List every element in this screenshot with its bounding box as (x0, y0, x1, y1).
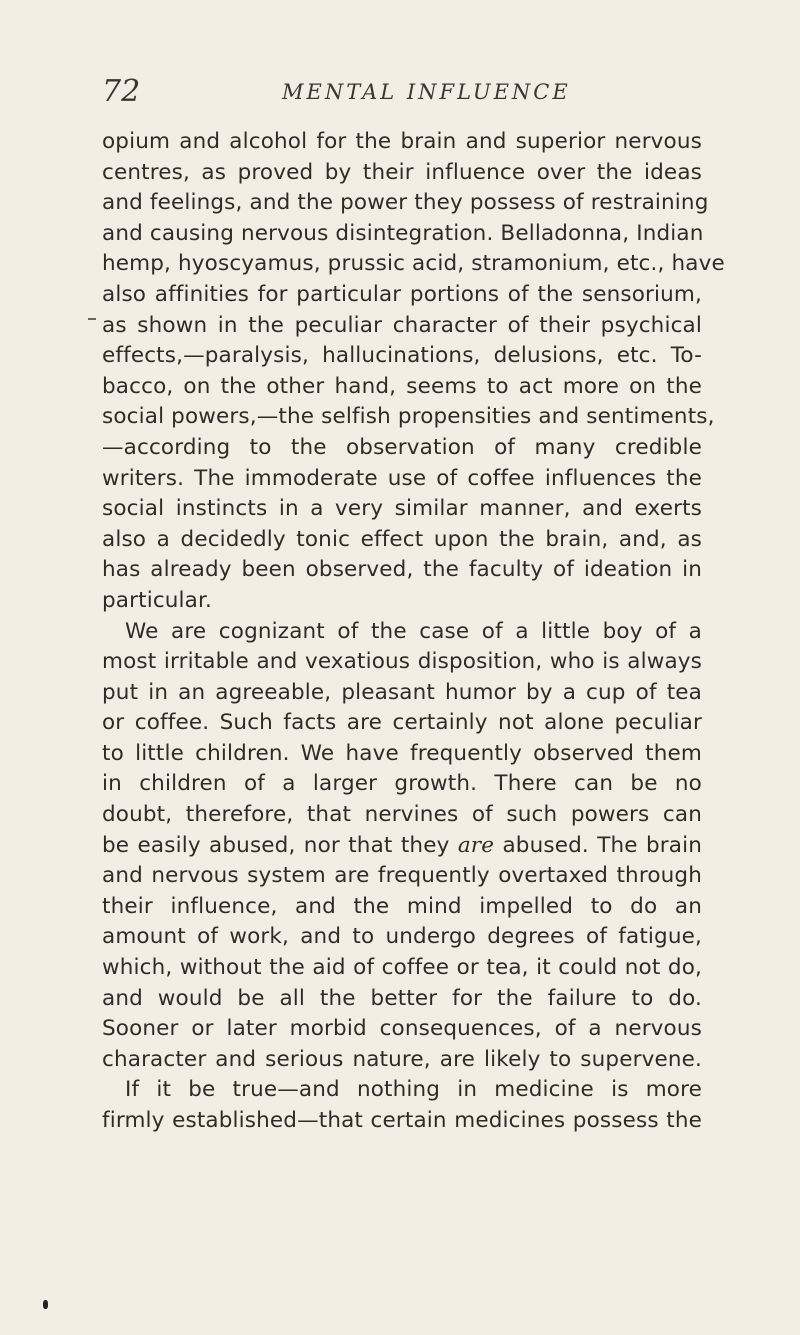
text-line: to little children. We have frequently observed them (102, 740, 702, 766)
page-number: 72 (102, 74, 141, 109)
text-line: also affinities for particular portions of the sensorium, (102, 281, 702, 307)
text-line: and causing nervous disintegration. Belladonna, Indian (102, 220, 704, 246)
text-line: also a decidedly tonic effect upon the brain, and, as (102, 526, 702, 552)
text-line: most irritable and vexatious disposition, who is always (102, 649, 702, 675)
text-line: centres, as proved by their influence over the ideas (102, 159, 702, 185)
text-line: —according to the observation of many credible (102, 434, 702, 460)
text-line: put in an agreeable, pleasant humor by a cup of tea (102, 679, 702, 705)
text-line: and nervous system are frequently overtaxed through (102, 863, 702, 889)
body-text (102, 127, 725, 1137)
text-line: which, without the aid of coffee or tea, it could not do, (102, 955, 702, 981)
text-line: If it be true—and nothing in medicine is more (125, 1077, 702, 1103)
text-line: opium and alcohol for the brain and superior nervous (102, 129, 702, 154)
text-line: social instincts in a very similar manner, and exerts (102, 496, 702, 522)
text-line: their influence, and the mind impelled to do an (102, 893, 702, 919)
text-line: amount of work, and to undergo degrees of fatigue, (102, 924, 702, 950)
ink-speck (43, 1300, 48, 1309)
text-line: bacco, on the other hand, seems to act more on the (102, 373, 702, 399)
text-line: particular. (102, 587, 213, 613)
text-line: as shown in the peculiar character of their psychical (102, 312, 702, 338)
text-line: writers. The immoderate use of coffee influences the (102, 465, 702, 491)
italic-word: are (457, 832, 495, 858)
text-line: firmly established—that certain medicines possess the (102, 1108, 702, 1133)
text-line: hemp, hyoscyamus, prussic acid, stramonium, etc., have (102, 251, 725, 277)
text-line: in children of a larger growth. There can be no (102, 771, 702, 797)
margin-mark (88, 318, 96, 320)
text-line: effects,—paralysis, hallucinations, delusions, etc. To- (102, 343, 702, 369)
text-line: social powers,—the selfish propensities and sentiments, (102, 404, 715, 430)
running-head: MENTAL INFLUENCE (282, 80, 571, 104)
text-line: has already been observed, the faculty of ideation in (102, 557, 702, 583)
text-line-with-italic (102, 831, 702, 862)
text-line: character and serious nature, are likely to supervene. (102, 1046, 702, 1072)
text-line: or coffee. Such facts are certainly not alone peculiar (102, 710, 702, 736)
text-line: and would be all the better for the failure to do. (102, 985, 702, 1011)
text-line: doubt, therefore, that nervines of such powers can (102, 802, 702, 828)
text-fragment: abused. The brain (502, 832, 703, 858)
text-fragment: be easily abused, nor that they (102, 832, 450, 858)
text-line: and feelings, and the power they possess of restraining (102, 190, 709, 216)
text-line: We are cognizant of the case of a little boy of a (125, 618, 702, 644)
text-line: Sooner or later morbid consequences, of a nervous (102, 1016, 702, 1042)
page-header (102, 74, 690, 114)
